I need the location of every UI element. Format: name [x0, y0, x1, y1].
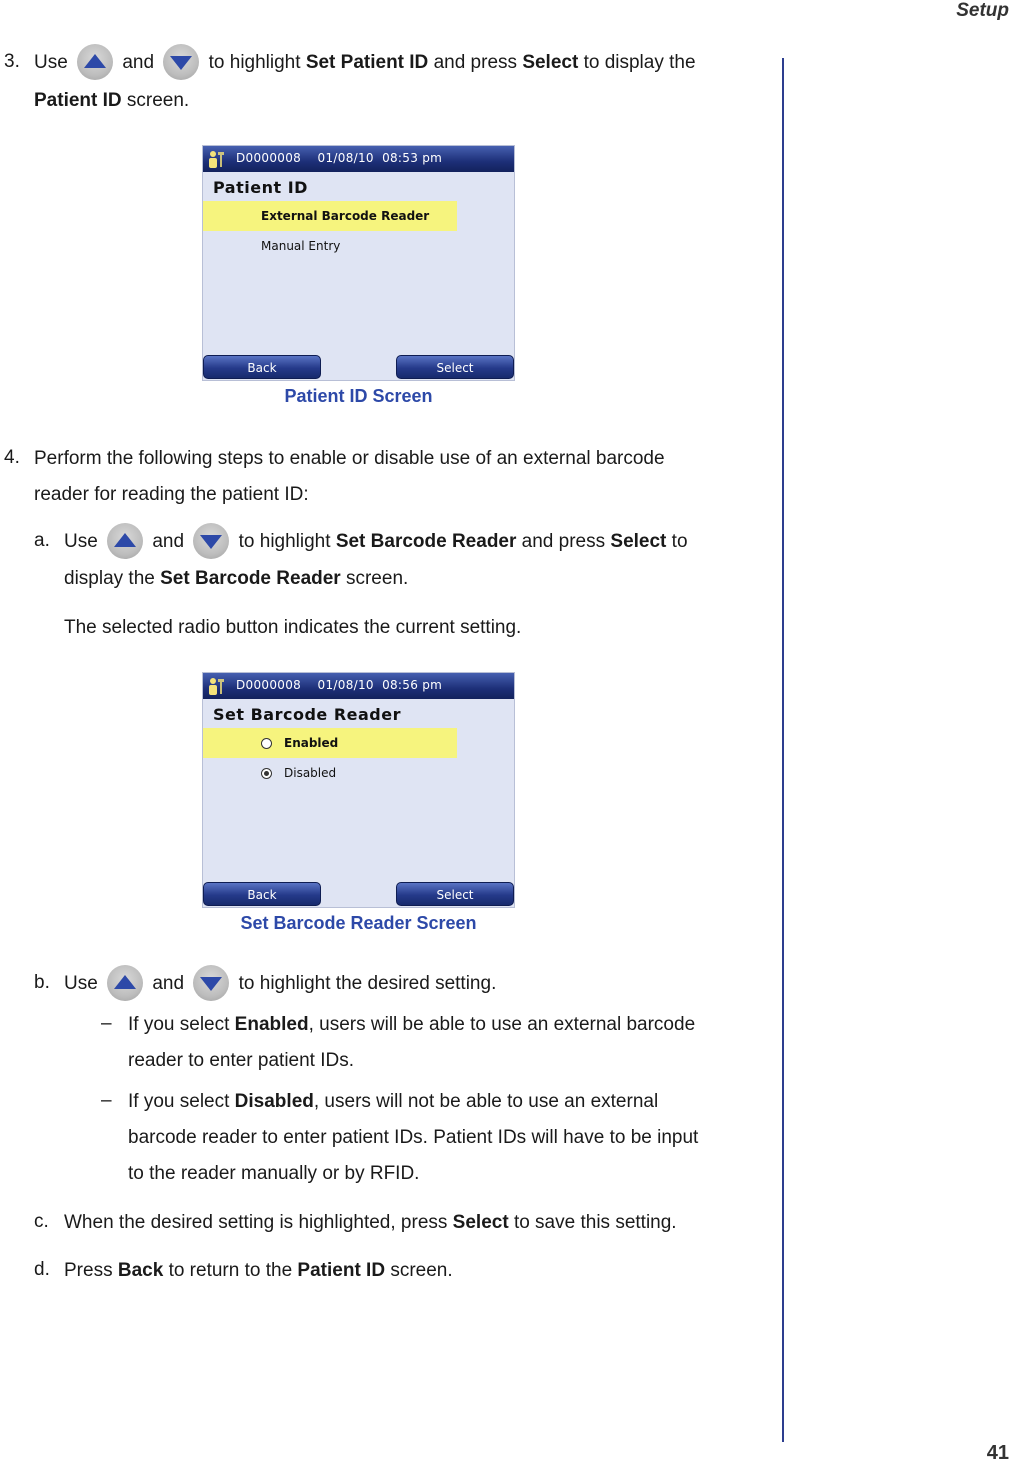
bullet-dash: – — [101, 1013, 112, 1034]
text: If you select — [128, 1014, 230, 1035]
step4-line2: reader for reading the patient ID: — [34, 484, 309, 505]
radio-disabled[interactable] — [261, 768, 272, 779]
bold-term: Set Barcode Reader — [160, 568, 341, 589]
bold-term: Enabled — [234, 1014, 309, 1035]
substep-letter: c. — [34, 1211, 49, 1232]
up-arrow-button-icon — [107, 523, 143, 559]
up-arrow-button-icon — [107, 965, 143, 1001]
enabled-bullet-line1 — [128, 1013, 695, 1037]
text: to display the — [583, 52, 696, 73]
back-button[interactable]: Back — [203, 355, 321, 379]
text: to highlight — [238, 531, 331, 552]
radio-enabled[interactable] — [261, 738, 272, 749]
menu-item-external-barcode-reader[interactable]: External Barcode Reader — [261, 209, 430, 223]
step4a-line2 — [64, 567, 408, 591]
text: screen. — [126, 90, 190, 111]
bold-term: Patient ID — [34, 90, 122, 111]
text: Press — [64, 1260, 113, 1281]
down-arrow-button-icon — [163, 44, 199, 80]
step4b-line1 — [64, 972, 496, 996]
text: and press — [521, 531, 606, 552]
bold-term: Select — [452, 1212, 509, 1233]
text: to highlight — [208, 52, 301, 73]
menu-item-manual-entry[interactable]: Manual Entry — [261, 239, 341, 253]
step3-line1 — [34, 51, 696, 75]
step4d-line — [64, 1259, 453, 1283]
select-button[interactable]: Select — [396, 882, 514, 906]
text: to highlight the desired setting. — [238, 973, 497, 994]
set-barcode-reader-screen — [202, 672, 515, 908]
back-button[interactable]: Back — [203, 882, 321, 906]
text: display the — [64, 568, 155, 589]
disabled-bullet-line1 — [128, 1090, 658, 1114]
step4a-note: The selected radio button indicates the current setting. — [64, 617, 522, 638]
text: to — [671, 531, 688, 552]
down-arrow-button-icon — [193, 523, 229, 559]
text: , users will not be able to use an external — [313, 1091, 659, 1112]
text: Use — [64, 973, 98, 994]
select-button[interactable]: Select — [396, 355, 514, 379]
section-header: Setup — [956, 0, 1009, 21]
patient-id-screen — [202, 145, 515, 381]
down-arrow-button-icon — [193, 965, 229, 1001]
text: Use — [34, 52, 68, 73]
text: If you select — [128, 1091, 230, 1112]
bold-term: Disabled — [234, 1091, 314, 1112]
enabled-bullet-line2: reader to enter patient IDs. — [128, 1050, 355, 1071]
text: and press — [433, 52, 518, 73]
bold-term: Set Patient ID — [305, 52, 429, 73]
operator-icon — [206, 675, 230, 697]
text: to return to the — [168, 1260, 293, 1281]
step4c-line — [64, 1211, 677, 1235]
status-text: D0000008 01/08/10 08:56 pm — [236, 678, 443, 692]
up-arrow-button-icon — [77, 44, 113, 80]
bullet-dash: – — [101, 1090, 112, 1111]
disabled-bullet-line2: barcode reader to enter patient IDs. Patient IDs will have to be input — [128, 1127, 699, 1148]
text: Use — [64, 531, 98, 552]
bold-term: Select — [522, 52, 579, 73]
figure-caption: Patient ID Screen — [284, 386, 433, 406]
option-disabled-label[interactable]: Disabled — [284, 766, 337, 780]
bold-term: Patient ID — [297, 1260, 386, 1281]
substep-letter: a. — [34, 530, 50, 551]
status-text: D0000008 01/08/10 08:53 pm — [236, 151, 443, 165]
text: , users will be able to use an external barcode — [308, 1014, 696, 1035]
margin-rule — [782, 58, 784, 1442]
substep-letter: d. — [34, 1259, 50, 1280]
step3-line2 — [34, 89, 189, 113]
step-number: 3. — [4, 51, 20, 72]
text: screen. — [390, 1260, 453, 1281]
text: screen. — [345, 568, 409, 589]
text: to save this setting. — [513, 1212, 677, 1233]
text: and — [152, 531, 185, 552]
figure-caption: Set Barcode Reader Screen — [240, 913, 477, 933]
text: and — [152, 973, 185, 994]
text: When the desired setting is highlighted, press — [64, 1212, 448, 1233]
substep-letter: b. — [34, 972, 50, 993]
option-enabled-label[interactable]: Enabled — [284, 736, 339, 750]
screen-title: Set Barcode Reader — [213, 705, 401, 724]
operator-icon — [206, 148, 230, 170]
bold-term: Back — [117, 1260, 164, 1281]
step4a-line1 — [64, 530, 688, 554]
step-number: 4. — [4, 447, 20, 468]
screen-title: Patient ID — [213, 178, 308, 197]
text: and — [122, 52, 155, 73]
bold-term: Select — [610, 531, 667, 552]
step4-line1: Perform the following steps to enable or disable use of an external barcode — [34, 448, 665, 469]
disabled-bullet-line3: to the reader manually or by RFID. — [128, 1163, 420, 1184]
page-number: 41 — [986, 1442, 1009, 1464]
bold-term: Set Barcode Reader — [335, 531, 517, 552]
